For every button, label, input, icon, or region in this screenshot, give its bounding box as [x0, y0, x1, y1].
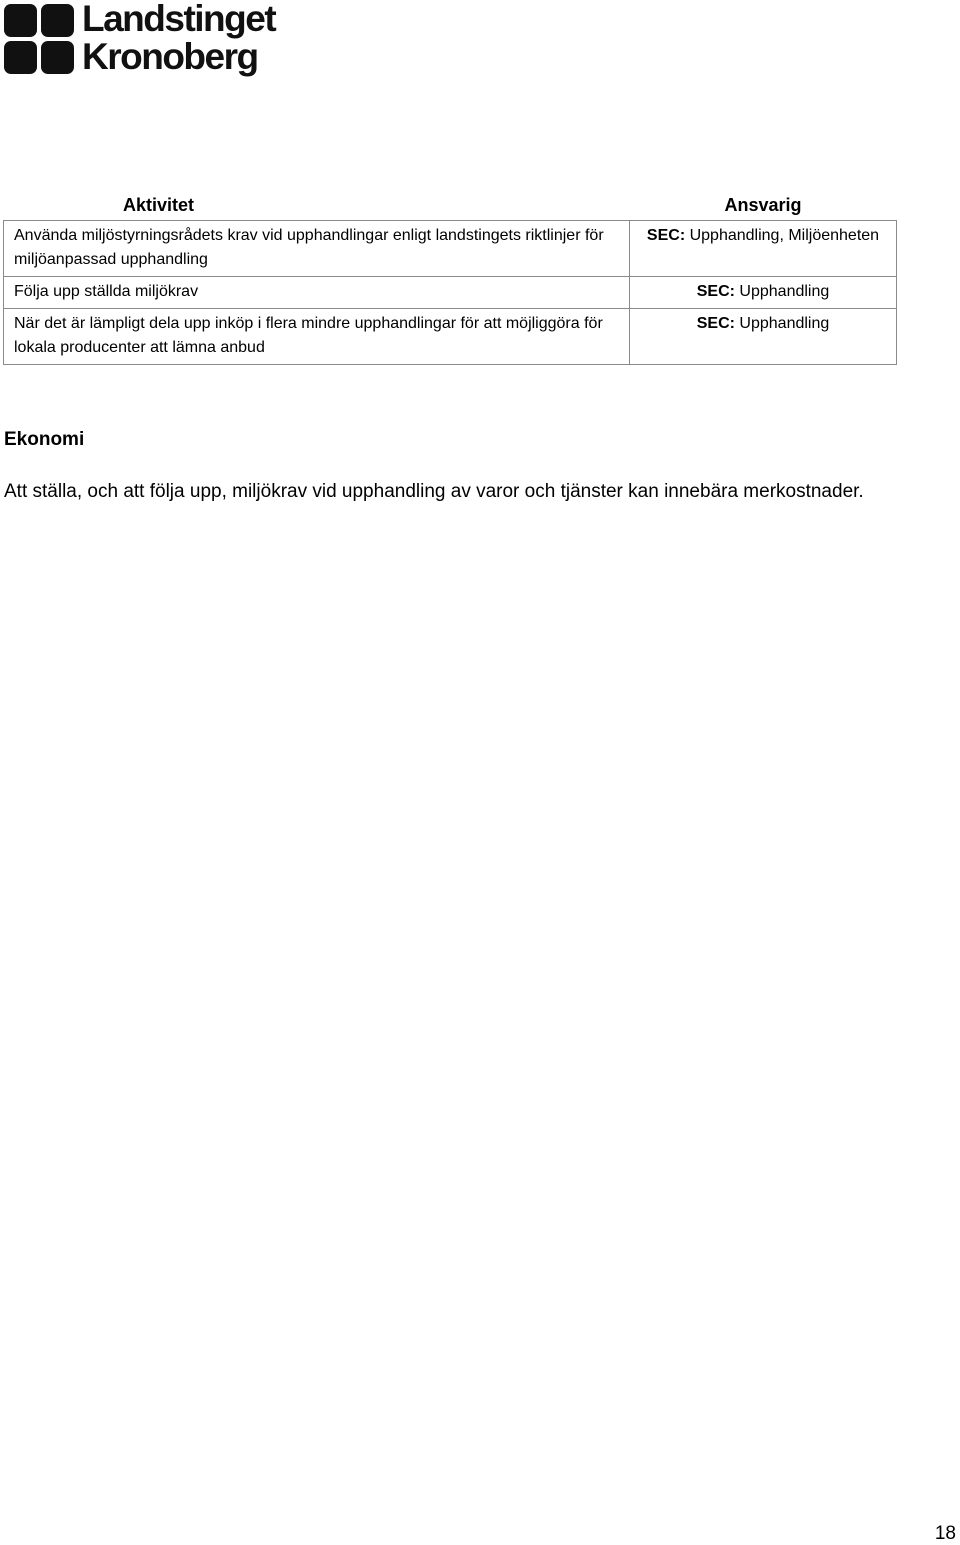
header-ansvarig: Ansvarig [724, 195, 802, 215]
activity-table [3, 183, 897, 365]
activity-cell: Följa upp ställda miljökrav [4, 277, 630, 309]
logo-line-2: Kronoberg [82, 36, 258, 77]
economy-heading: Ekonomi [4, 429, 85, 450]
logo [4, 2, 304, 84]
header-spacer [314, 183, 630, 221]
table-header-row [4, 183, 897, 221]
table-row [4, 309, 897, 365]
page-number: 18 [934, 1523, 956, 1544]
activity-cell: När det är lämpligt dela upp inköp i flera mindre upphandlingar för att möjliggöra för lokala producenter att lämna anbud [4, 309, 630, 365]
activity-cell: Använda miljöstyrningsrådets krav vid upphandlingar enligt landstingets riktlinjer för miljöanpassad upphandling [4, 221, 630, 277]
resp-text: Upphandling, Miljöenheten [685, 227, 880, 244]
resp-text: Upphandling [734, 315, 830, 332]
responsible-cell [630, 277, 897, 309]
table-row [4, 221, 897, 277]
resp-prefix: SEC: [696, 283, 735, 300]
logo-squares-icon [4, 4, 76, 76]
table-row [4, 277, 897, 309]
logo-line-1: Landstinget [82, 0, 276, 39]
logo-wordmark [82, 0, 275, 76]
resp-text: Upphandling [734, 283, 830, 300]
resp-prefix: SEC: [696, 315, 735, 332]
responsible-cell [630, 309, 897, 365]
economy-paragraph: Att ställa, och att följa upp, miljökrav vid upphandling av varor och tjänster kan innebära merkostnader. [4, 481, 864, 502]
responsible-cell [630, 221, 897, 277]
resp-prefix: SEC: [646, 227, 686, 244]
header-aktivitet: Aktivitet [122, 195, 194, 215]
